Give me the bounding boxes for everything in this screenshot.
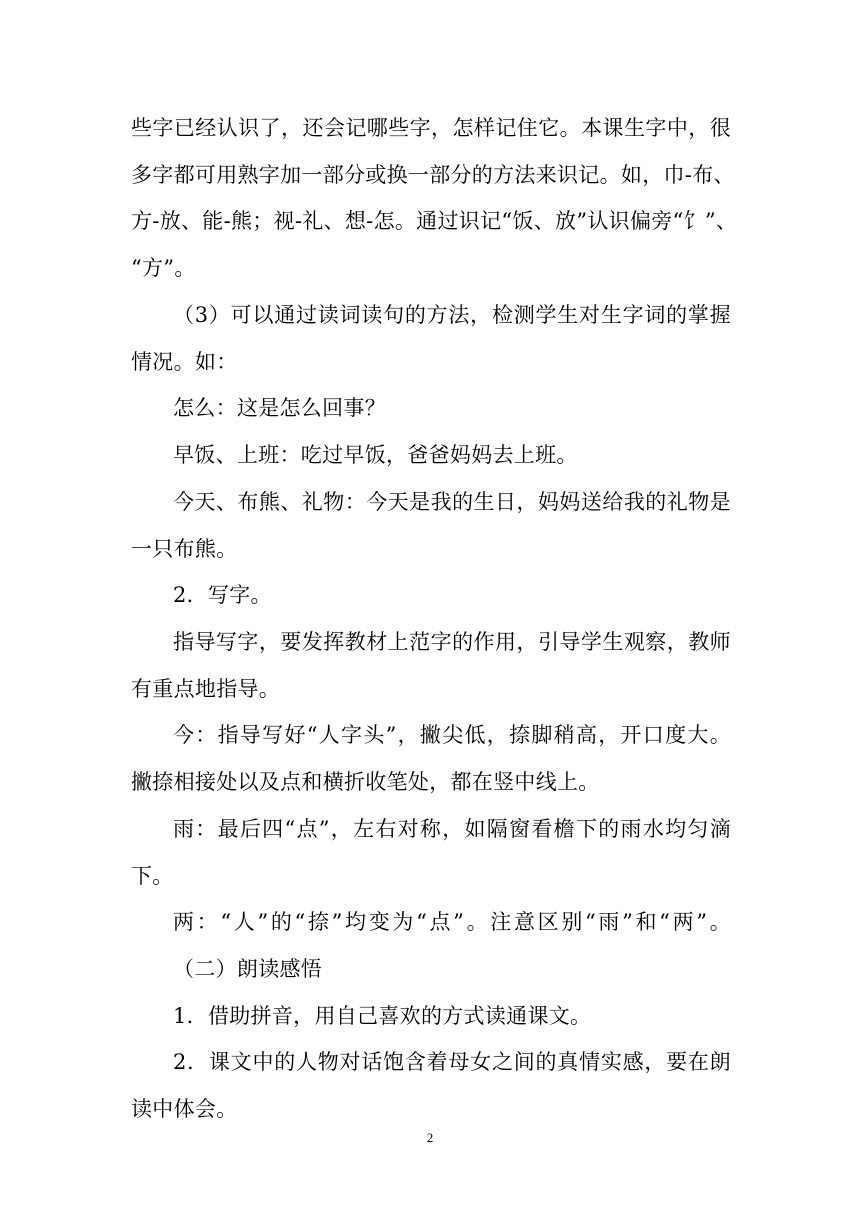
text-line: 多字都可用熟字加一部分或换一部分的方法来识记。如，巾-布、: [131, 163, 735, 187]
text-line: 2．课文中的人物对话饱含着母女之间的真情实感，要在朗: [173, 1050, 731, 1074]
text-line: 下。: [131, 864, 174, 888]
text-line: 指导写字，要发挥教材上范字的作用，引导学生观察，教师: [173, 630, 731, 654]
text-line: “方”。: [131, 256, 196, 280]
section-item-heading: 2．写字。: [173, 583, 272, 607]
text-line: 读中体会。: [131, 1097, 238, 1121]
text-line: 1．借助拼音，用自己喜欢的方式读通课文。: [173, 1004, 592, 1028]
page-number: 2: [426, 1130, 434, 1145]
text-line: 有重点地指导。: [131, 677, 281, 701]
text-line: 一只布熊。: [131, 537, 238, 561]
text-line: 雨：最后四“点”，左右对称，如隔窗看檐下的雨水均匀滴: [173, 817, 731, 841]
text-line: 撇捺相接处以及点和横折收笔处，都在竖中线上。: [131, 770, 600, 794]
text-line: 些字已经认识了，还会记哪些字，怎样记住它。本课生字中，很: [131, 116, 731, 140]
text-line: 情况。如：: [131, 350, 238, 374]
text-line: （3）可以通过读词读句的方法，检测学生对生字词的掌握: [173, 303, 731, 327]
text-line: 今：指导写好“人字头”，撇尖低，捺脚稍高，开口度大。: [173, 723, 731, 747]
text-line: 两：“人”的“捺”均变为“点”。注意区别“雨”和“两”。: [173, 910, 731, 934]
example-sentence: 早饭、上班：吃过早饭，爸爸妈妈去上班。: [173, 443, 578, 467]
section-heading: （二）朗读感悟: [173, 957, 323, 981]
example-sentence: 怎么：这是怎么回事？: [173, 396, 386, 420]
example-sentence: 今天、布熊、礼物：今天是我的生日，妈妈送给我的礼物是: [173, 490, 731, 514]
text-line: 方-放、能-熊；视-礼、想-怎。通过识记“饭、放”认识偏旁“饣”、: [131, 209, 738, 233]
